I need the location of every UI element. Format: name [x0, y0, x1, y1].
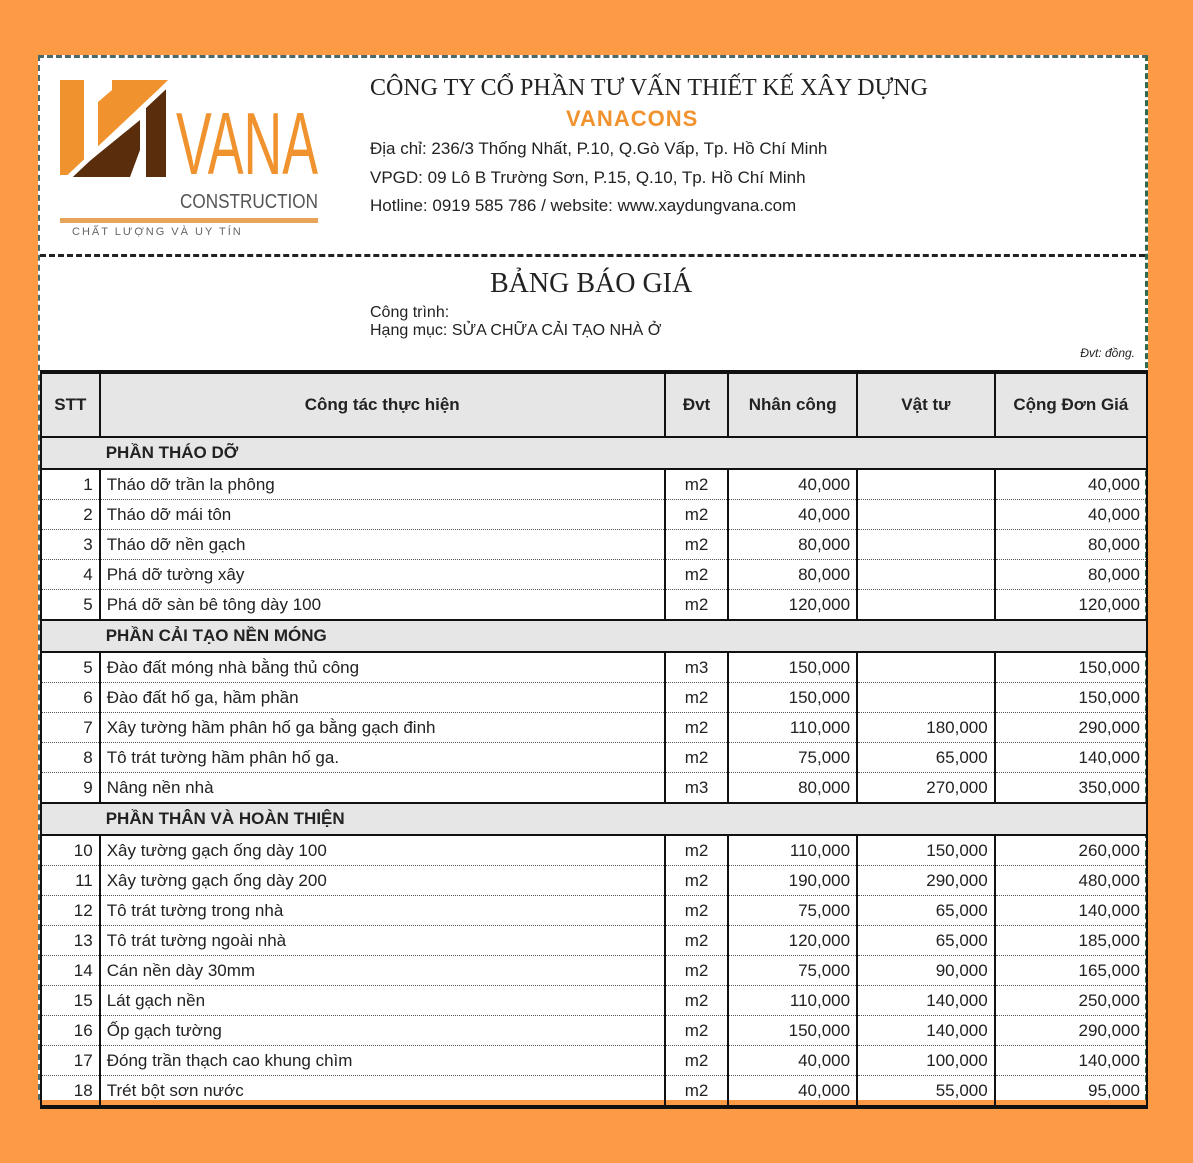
cell-total: 150,000 — [995, 683, 1147, 713]
cell-task: Cán nền dày 30mm — [100, 956, 665, 986]
cell-stt: 15 — [41, 986, 100, 1016]
cell-unit: m2 — [665, 500, 729, 530]
cell-material: 65,000 — [857, 896, 995, 926]
cell-stt: 3 — [41, 530, 100, 560]
cell-unit: m3 — [665, 652, 729, 683]
company-name: CÔNG TY CỔ PHẦN TƯ VẤN THIẾT KẾ XÂY DỰNG — [370, 75, 928, 101]
table-row — [41, 866, 1147, 896]
category-label: Hạng mục: SỬA CHỮA CẢI TẠO NHÀ Ở — [370, 322, 662, 339]
cell-stt: 7 — [41, 713, 100, 743]
cell-stt: 9 — [41, 773, 100, 804]
cell-labor: 80,000 — [728, 773, 857, 804]
company-brand: VANACONS — [566, 106, 699, 131]
logo-wordmark: VANA — [176, 94, 319, 193]
vana-logo-icon — [60, 80, 320, 220]
table-row — [41, 1046, 1147, 1076]
table-row — [41, 500, 1147, 530]
table-row — [41, 1016, 1147, 1046]
cell-material: 100,000 — [857, 1046, 995, 1076]
cell-stt: 5 — [41, 590, 100, 621]
table-row — [41, 652, 1147, 683]
cell-unit: m3 — [665, 773, 729, 804]
cell-stt: 5 — [41, 652, 100, 683]
cell-labor: 80,000 — [728, 530, 857, 560]
cell-unit: m2 — [665, 713, 729, 743]
cell-labor: 110,000 — [728, 835, 857, 866]
cell-stt: 16 — [41, 1016, 100, 1046]
cell-material: 150,000 — [857, 835, 995, 866]
cell-stt: 10 — [41, 835, 100, 866]
cell-material: 65,000 — [857, 743, 995, 773]
cell-stt: 1 — [41, 469, 100, 500]
logo-underline — [60, 218, 318, 223]
table-row — [41, 986, 1147, 1016]
cell-material: 270,000 — [857, 773, 995, 804]
cell-stt: 4 — [41, 560, 100, 590]
table-row — [41, 530, 1147, 560]
header-divider — [40, 254, 1145, 257]
cell-labor: 120,000 — [728, 926, 857, 956]
section-title: PHẦN THÂN VÀ HOÀN THIỆN — [100, 803, 1147, 835]
cell-material: 140,000 — [857, 986, 995, 1016]
cell-task: Xây tường hầm phân hố ga bằng gạch đinh — [100, 713, 665, 743]
logo-slogan: CHẤT LƯỢNG VÀ UY TÍN — [72, 226, 243, 238]
table-body — [41, 437, 1147, 1107]
company-info — [370, 72, 1070, 220]
section-spacer — [41, 437, 100, 469]
cell-total: 140,000 — [995, 743, 1147, 773]
cell-task: Đóng trần thạch cao khung chìm — [100, 1046, 665, 1076]
cell-labor: 75,000 — [728, 896, 857, 926]
table-row — [41, 1076, 1147, 1108]
cell-unit: m2 — [665, 1016, 729, 1046]
table-header-row — [41, 372, 1147, 437]
header-unit: Đvt — [665, 372, 729, 437]
cell-task: Phá dỡ sàn bê tông dày 100 — [100, 590, 665, 621]
cell-total: 95,000 — [995, 1076, 1147, 1108]
cell-total: 480,000 — [995, 866, 1147, 896]
cell-task: Tô trát tường trong nhà — [100, 896, 665, 926]
cell-labor: 110,000 — [728, 713, 857, 743]
cell-task: Trét bột sơn nước — [100, 1076, 665, 1108]
company-address: Địa chỉ: 236/3 Thống Nhất, P.10, Q.Gò Vấp, Tp. Hồ Chí Minh — [370, 139, 828, 158]
cell-stt: 6 — [41, 683, 100, 713]
cell-total: 250,000 — [995, 986, 1147, 1016]
cell-unit: m2 — [665, 530, 729, 560]
cell-labor: 110,000 — [728, 986, 857, 1016]
cell-stt: 18 — [41, 1076, 100, 1108]
cell-unit: m2 — [665, 1046, 729, 1076]
header-task: Công tác thực hiện — [100, 372, 665, 437]
cell-material — [857, 560, 995, 590]
cell-labor: 190,000 — [728, 866, 857, 896]
cell-unit: m2 — [665, 560, 729, 590]
cell-material — [857, 500, 995, 530]
cell-total: 140,000 — [995, 1046, 1147, 1076]
company-hotline: Hotline: 0919 585 786 / website: www.xaydungvana.com — [370, 196, 797, 215]
cell-total: 40,000 — [995, 469, 1147, 500]
cell-material — [857, 683, 995, 713]
cell-task: Xây tường gạch ống dày 200 — [100, 866, 665, 896]
cell-labor: 40,000 — [728, 469, 857, 500]
cell-labor: 150,000 — [728, 652, 857, 683]
cell-labor: 40,000 — [728, 1076, 857, 1108]
table-row — [41, 683, 1147, 713]
cell-material: 65,000 — [857, 926, 995, 956]
cell-labor: 75,000 — [728, 743, 857, 773]
table-row — [41, 743, 1147, 773]
cell-labor: 150,000 — [728, 683, 857, 713]
cell-stt: 17 — [41, 1046, 100, 1076]
cell-material — [857, 530, 995, 560]
table-row — [41, 956, 1147, 986]
cell-stt: 8 — [41, 743, 100, 773]
cell-task: Đào đất hố ga, hầm phần — [100, 683, 665, 713]
cell-unit: m2 — [665, 1076, 729, 1108]
cell-task: Tô trát tường hầm phân hố ga. — [100, 743, 665, 773]
cell-stt: 11 — [41, 866, 100, 896]
cell-total: 260,000 — [995, 835, 1147, 866]
cell-total: 150,000 — [995, 652, 1147, 683]
cell-labor: 80,000 — [728, 560, 857, 590]
cell-task: Tô trát tường ngoài nhà — [100, 926, 665, 956]
section-row — [41, 620, 1147, 652]
cell-unit: m2 — [665, 590, 729, 621]
cell-task: Xây tường gạch ống dày 100 — [100, 835, 665, 866]
price-table — [40, 370, 1148, 1109]
table-row — [41, 896, 1147, 926]
section-title: PHẦN THÁO DỠ — [100, 437, 1147, 469]
cell-material — [857, 469, 995, 500]
cell-unit: m2 — [665, 835, 729, 866]
cell-total: 350,000 — [995, 773, 1147, 804]
section-title: PHẦN CẢI TẠO NỀN MÓNG — [100, 620, 1147, 652]
cell-material: 55,000 — [857, 1076, 995, 1108]
cell-task: Phá dỡ tường xây — [100, 560, 665, 590]
header-material: Vật tư — [857, 372, 995, 437]
cell-total: 140,000 — [995, 896, 1147, 926]
header-labor: Nhân công — [728, 372, 857, 437]
table-row — [41, 713, 1147, 743]
table-row — [41, 835, 1147, 866]
cell-total: 185,000 — [995, 926, 1147, 956]
section-row — [41, 437, 1147, 469]
cell-unit: m2 — [665, 469, 729, 500]
cell-unit: m2 — [665, 683, 729, 713]
cell-task: Tháo dỡ trần la phông — [100, 469, 665, 500]
cell-material: 290,000 — [857, 866, 995, 896]
unit-note: Đvt: đồng. — [1080, 346, 1135, 360]
cell-unit: m2 — [665, 866, 729, 896]
cell-task: Nâng nền nhà — [100, 773, 665, 804]
header-stt: STT — [41, 372, 100, 437]
quotation-sheet — [38, 55, 1148, 1100]
cell-stt: 14 — [41, 956, 100, 986]
cell-labor: 40,000 — [728, 500, 857, 530]
table-row — [41, 926, 1147, 956]
cell-total: 165,000 — [995, 956, 1147, 986]
cell-labor: 150,000 — [728, 1016, 857, 1046]
cell-total: 290,000 — [995, 713, 1147, 743]
cell-unit: m2 — [665, 986, 729, 1016]
cell-material: 180,000 — [857, 713, 995, 743]
header-total: Cộng Đơn Giá — [995, 372, 1147, 437]
section-spacer — [41, 803, 100, 835]
cell-stt: 12 — [41, 896, 100, 926]
cell-task: Ốp gạch tường — [100, 1016, 665, 1046]
cell-material: 90,000 — [857, 956, 995, 986]
cell-stt: 2 — [41, 500, 100, 530]
cell-total: 80,000 — [995, 560, 1147, 590]
cell-task: Đào đất móng nhà bằng thủ công — [100, 652, 665, 683]
company-office: VPGD: 09 Lô B Trường Sơn, P.15, Q.10, Tp. Hồ Chí Minh — [370, 168, 806, 187]
cell-unit: m2 — [665, 896, 729, 926]
cell-task: Tháo dỡ mái tôn — [100, 500, 665, 530]
document-title: BẢNG BÁO GIÁ — [490, 268, 693, 299]
cell-material — [857, 590, 995, 621]
cell-material: 140,000 — [857, 1016, 995, 1046]
project-label: Công trình: — [370, 304, 450, 321]
table-row — [41, 773, 1147, 804]
cell-unit: m2 — [665, 956, 729, 986]
cell-total: 80,000 — [995, 530, 1147, 560]
cell-unit: m2 — [665, 926, 729, 956]
table-row — [41, 469, 1147, 500]
section-row — [41, 803, 1147, 835]
cell-task: Lát gạch nền — [100, 986, 665, 1016]
cell-stt: 13 — [41, 926, 100, 956]
cell-labor: 75,000 — [728, 956, 857, 986]
table-row — [41, 560, 1147, 590]
cell-labor: 120,000 — [728, 590, 857, 621]
cell-total: 120,000 — [995, 590, 1147, 621]
table-row — [41, 590, 1147, 621]
company-logo — [60, 80, 320, 238]
cell-labor: 40,000 — [728, 1046, 857, 1076]
cell-unit: m2 — [665, 743, 729, 773]
logo-subtext: CONSTRUCTION — [180, 191, 318, 213]
cell-total: 290,000 — [995, 1016, 1147, 1046]
cell-material — [857, 652, 995, 683]
section-spacer — [41, 620, 100, 652]
cell-task: Tháo dỡ nền gạch — [100, 530, 665, 560]
cell-total: 40,000 — [995, 500, 1147, 530]
document-meta — [370, 304, 662, 340]
